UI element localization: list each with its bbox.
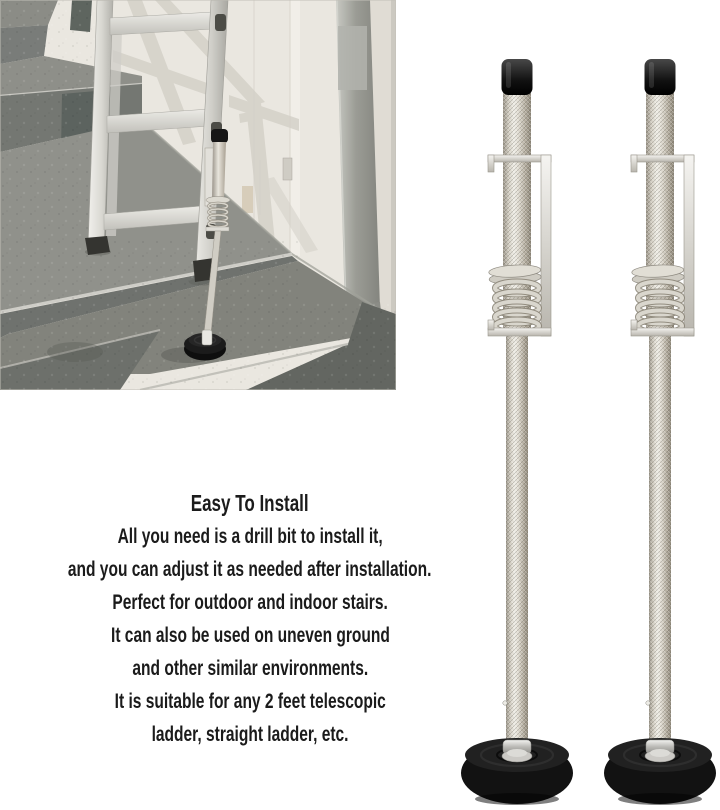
installation-photo bbox=[0, 0, 396, 390]
support-pole-right bbox=[604, 59, 716, 805]
corner-guard-strip bbox=[336, 0, 396, 316]
caption-line: ladder, straight ladder, etc. bbox=[151, 723, 349, 746]
caption-line: All you need is a drill bit to install it, bbox=[117, 525, 383, 548]
caption-line: and other similar environments. bbox=[132, 657, 368, 680]
caption-line: It can also be used on uneven ground bbox=[110, 624, 390, 647]
ladder-left-foot bbox=[85, 236, 110, 255]
installation-photo-graphic bbox=[0, 0, 396, 390]
caption-line: It is suitable for any 2 feet telescopic bbox=[114, 690, 386, 713]
caption-title: Easy To Install bbox=[191, 490, 309, 516]
caption-line: Perfect for outdoor and indoor stairs. bbox=[112, 591, 388, 614]
caption-line: and you can adjust it as needed after installation. bbox=[68, 558, 432, 581]
description-block bbox=[0, 486, 500, 751]
